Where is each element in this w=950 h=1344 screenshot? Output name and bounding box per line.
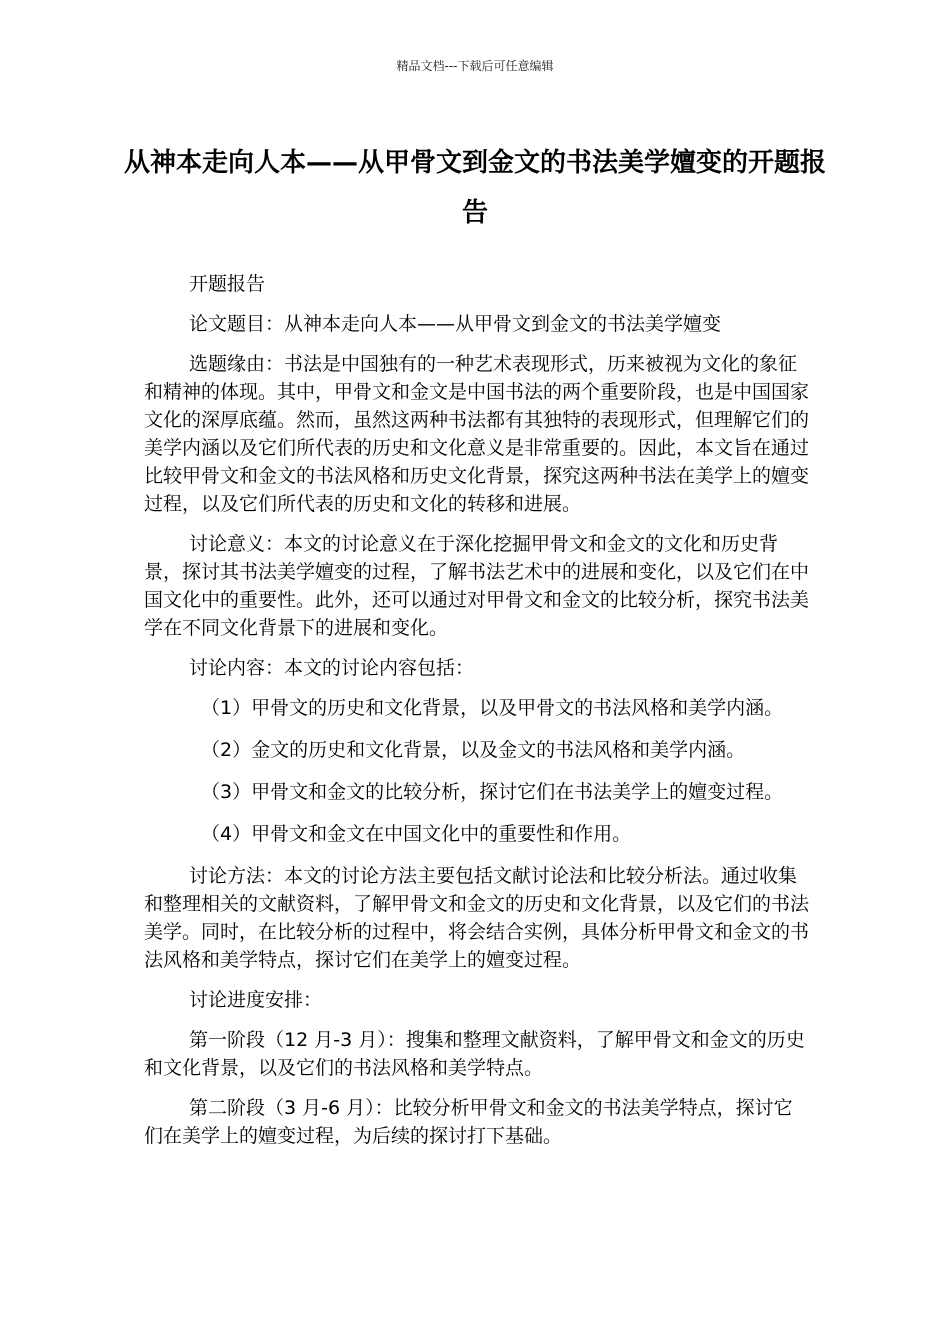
content-list-item: （2）金文的历史和文化背景，以及金文的书法风格和美学内涵。 bbox=[201, 739, 746, 761]
content-list-item: （4）甲骨文和金文在中国文化中的重要性和作用。 bbox=[201, 823, 632, 845]
research-method-paragraph: 讨论方法：本文的讨论方法主要包括文献讨论法和比较分析法。通过收集和整理相关的文献资料，了解甲骨文和金文的历史和文化背景，以及它们的书法美学。同时，在比较分析的过程中，将会结合实例，具体分析甲骨文和金文的书法风格和美学特点，探讨它们在美学上的嬗变过程。 bbox=[144, 865, 810, 971]
page-header-note: 精品文档---下载后可任意编辑 bbox=[396, 59, 554, 73]
topic-reason-paragraph: 选题缘由：书法是中国独有的一种艺术表现形式，历来被视为文化的象征和精神的体现。其中，甲骨文和金文是中国书法的两个重要阶段，也是中国国家文化的深厚底蕴。然而，虽然这两种书法都有其独特的表现形式，但理解它们的美学内涵以及它们所代表的历史和文化意义是非常重要的。因此，本文旨在通过比较甲骨文和金文的书法风格和历史文化背景，探究这两种书法在美学上的嬗变过程，以及它们所代表的历史和文化的转移和进展。 bbox=[144, 353, 810, 515]
content-list-item: （1）甲骨文的历史和文化背景，以及甲骨文的书法风格和美学内涵。 bbox=[201, 697, 784, 719]
research-content-paragraph: 讨论内容：本文的讨论内容包括： bbox=[189, 657, 475, 679]
document-body bbox=[144, 270, 810, 1162]
research-significance-paragraph: 讨论意义：本文的讨论意义在于深化挖掘甲骨文和金文的文化和历史背景，探讨其书法美学嬗变的过程，了解书法艺术中的进展和变化，以及它们在中国文化中的重要性。此外，还可以通过对甲骨文和金文的比较分析，探究书法美学在不同文化背景下的进展和变化。 bbox=[144, 533, 810, 639]
schedule-stage-paragraph: 第二阶段（3 月-6 月）：比较分析甲骨文和金文的书法美学特点，探讨它们在美学上的嬗变过程，为后续的探讨打下基础。 bbox=[144, 1097, 793, 1147]
schedule-stage-paragraph: 第一阶段（12 月-3 月）：搜集和整理文献资料，了解甲骨文和金文的历史和文化背景，以及它们的书法风格和美学特点。 bbox=[144, 1029, 805, 1079]
content-list-item: （3）甲骨文和金文的比较分析，探讨它们在书法美学上的嬗变过程。 bbox=[201, 781, 784, 803]
section-heading: 开题报告 bbox=[189, 273, 266, 295]
schedule-heading: 讨论进度安排： bbox=[189, 989, 323, 1011]
thesis-title-paragraph: 论文题目：从神本走向人本——从甲骨文到金文的书法美学嬗变 bbox=[189, 313, 722, 335]
document-title: 从神本走向人本——从甲骨文到金文的书法美学嬗变的开题报告 bbox=[123, 148, 826, 228]
